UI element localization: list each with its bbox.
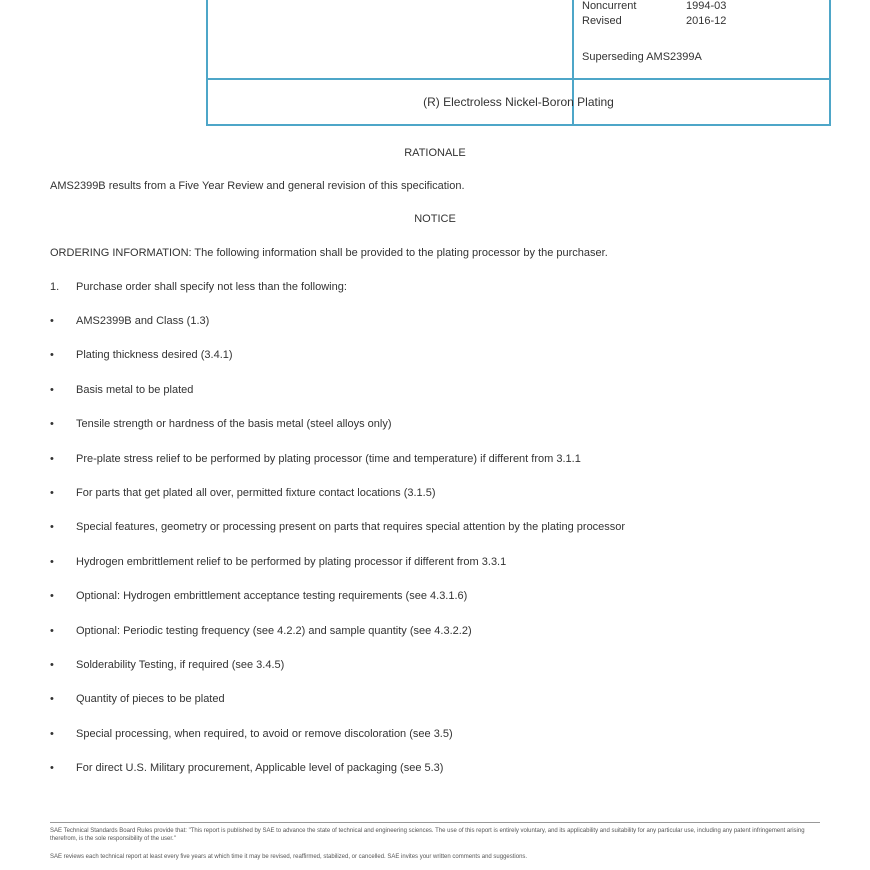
list-item bbox=[50, 418, 392, 430]
list-item bbox=[50, 659, 284, 671]
noncurrent-label: Noncurrent bbox=[582, 0, 637, 12]
noncurrent-value: 1994-03 bbox=[686, 0, 727, 12]
ordering-information: ORDERING INFORMATION: The following information shall be provided to the plating processor by the purchaser. bbox=[50, 247, 608, 259]
bullet-icon: • bbox=[50, 727, 54, 740]
bullet-text: Pre-plate stress relief to be performed by plating processor (time and temperature) if different from 3.1.1 bbox=[76, 452, 581, 465]
bullet-text: Solderability Testing, if required (see 3.4.5) bbox=[76, 659, 285, 671]
footer-review-text: SAE reviews each technical report at least every five years at which time it may be revised, reaffirmed, stabilized, or cancelled. SAE invites your written comments and suggestions. bbox=[50, 854, 528, 860]
list-item bbox=[50, 625, 472, 637]
bullet-icon: • bbox=[50, 555, 54, 568]
bullet-text: Tensile strength or hardness of the basis metal (steel alloys only) bbox=[76, 418, 392, 431]
item-number: 1. bbox=[50, 281, 60, 293]
list-item bbox=[50, 556, 506, 568]
bullet-icon: • bbox=[50, 693, 54, 706]
revised-value: 2016-12 bbox=[686, 15, 727, 27]
footer-divider bbox=[50, 822, 820, 823]
list-item bbox=[50, 762, 443, 774]
superseding-text: Superseding AMS2399A bbox=[582, 51, 702, 63]
bullet-icon: • bbox=[50, 383, 54, 396]
bullet-icon: • bbox=[50, 418, 54, 431]
noncurrent-row bbox=[582, 0, 726, 12]
list-item bbox=[50, 521, 625, 533]
bullet-icon: • bbox=[50, 452, 54, 465]
bullet-text: Plating thickness desired (3.4.1) bbox=[76, 349, 233, 362]
bullet-icon: • bbox=[50, 624, 54, 637]
bullet-text: Optional: Periodic testing frequency (see 4.2.2) and sample quantity (see 4.3.2.2) bbox=[76, 624, 472, 637]
revised-label: Revised bbox=[582, 15, 622, 27]
bullet-text: Basis metal to be plated bbox=[76, 383, 194, 396]
bullet-text: Hydrogen embrittlement relief to be performed by plating processor if different from 3.3.1 bbox=[76, 555, 507, 568]
bullet-text: Quantity of pieces to be plated bbox=[76, 693, 225, 706]
bullet-text: Special processing, when required, to avoid or remove discoloration (see 3.5) bbox=[76, 727, 453, 740]
list-item bbox=[50, 384, 193, 396]
revised-row bbox=[582, 15, 726, 27]
numbered-item bbox=[50, 281, 347, 293]
document-header-box bbox=[206, 0, 831, 126]
bullet-text: Optional: Hydrogen embrittlement acceptance testing requirements (see 4.3.1.6) bbox=[76, 590, 468, 603]
bullet-icon: • bbox=[50, 521, 54, 534]
bullet-icon: • bbox=[50, 762, 54, 775]
list-item bbox=[50, 315, 209, 327]
list-item bbox=[50, 693, 225, 705]
bullet-text: For parts that get plated all over, permitted fixture contact locations (3.1.5) bbox=[76, 487, 436, 499]
bullet-icon: • bbox=[50, 349, 54, 362]
bullet-text: Special features, geometry or processing present on parts that requires special attention by the plating processor bbox=[76, 521, 626, 534]
bullet-text: For direct U.S. Military procurement, Applicable level of packaging (see 5.3) bbox=[76, 762, 444, 775]
bullet-icon: • bbox=[50, 487, 54, 499]
rationale-text: AMS2399B results from a Five Year Review and general revision of this specification. bbox=[50, 180, 465, 192]
footer-rules-text: SAE Technical Standards Board Rules provide that: "This report is published by SAE to advance the state of technical and engineering sciences. The use of this report is entirely voluntary, and its applicability and suitability for any particular use, including any patent infringement arising therefrom, is the sole responsibility of the user." bbox=[50, 828, 805, 842]
document-title: (R) Electroless Nickel-Boron Plating bbox=[423, 95, 614, 109]
list-item bbox=[50, 728, 453, 740]
bullet-icon: • bbox=[50, 659, 54, 671]
list-item bbox=[50, 487, 436, 499]
bullet-icon: • bbox=[50, 590, 54, 603]
header-top-section bbox=[208, 0, 829, 80]
bullet-text: AMS2399B and Class (1.3) bbox=[76, 315, 210, 327]
list-item bbox=[50, 453, 581, 465]
list-item bbox=[50, 590, 467, 602]
bullet-icon: • bbox=[50, 315, 54, 327]
list-item bbox=[50, 349, 233, 361]
notice-heading: NOTICE bbox=[414, 213, 456, 225]
rationale-heading: RATIONALE bbox=[404, 147, 466, 159]
item-text: Purchase order shall specify not less than the following: bbox=[76, 281, 347, 293]
